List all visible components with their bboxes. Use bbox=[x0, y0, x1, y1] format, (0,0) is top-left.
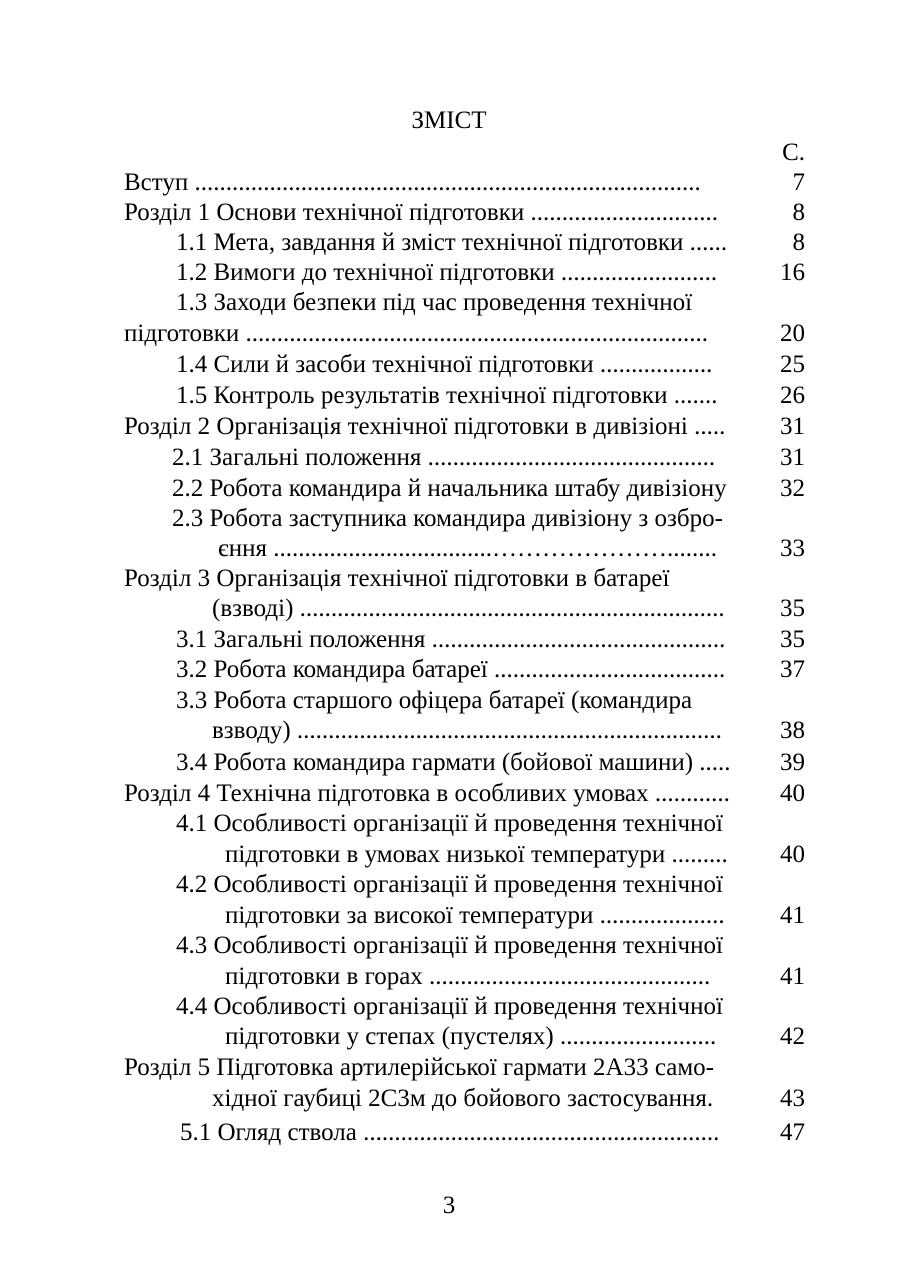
page-number: 3 bbox=[442, 1192, 456, 1219]
toc-entry bbox=[0, 870, 898, 900]
toc-entry bbox=[0, 901, 898, 931]
toc-entry-title: підготовки .......................................................................... bbox=[124, 320, 709, 347]
toc-entry bbox=[0, 168, 898, 198]
toc-entry-page: 8 bbox=[792, 199, 805, 226]
toc-entry-title: 1.5 Контроль результатів технічної підготовки ....... bbox=[176, 382, 718, 409]
toc-entry-page: 16 bbox=[780, 259, 805, 286]
toc-entry-title: Розділ 3 Організація технічної підготовки в батареї bbox=[124, 565, 670, 592]
toc-entry-title: 1.3 Заходи безпеки під час проведення технічної bbox=[176, 289, 693, 316]
page-title: ЗМІСТ bbox=[411, 107, 487, 134]
toc-entry bbox=[0, 809, 898, 839]
toc-entry bbox=[0, 534, 898, 564]
toc-entry bbox=[0, 594, 898, 624]
toc-entry bbox=[0, 840, 898, 870]
toc-entry bbox=[0, 716, 898, 746]
toc-entry-title: 1.4 Сили й засоби технічної підготовки .................. bbox=[176, 351, 713, 378]
toc-entry bbox=[0, 504, 898, 534]
toc-entry-page: 37 bbox=[780, 656, 805, 683]
toc-entry-title: (взводі) .................................................................... bbox=[212, 595, 725, 622]
toc-entry-page: 26 bbox=[780, 382, 805, 409]
toc-entry-page: 33 bbox=[780, 535, 805, 562]
toc-entry-title: 3.2 Робота командира батареї ..................................... bbox=[176, 656, 726, 683]
toc-entry bbox=[0, 198, 898, 228]
toc-entry-title: 3.4 Робота командира гармати (бойової машини) ..... bbox=[176, 749, 731, 776]
toc-entry-title: Розділ 4 Технічна підготовка в особливих умовах ............ bbox=[124, 780, 730, 807]
toc-entry-title: єння ...................................…………………........ bbox=[218, 535, 717, 562]
toc-entry bbox=[0, 350, 898, 380]
toc-entry-title: хідної гаубиці 2С3м до бойового застосування. bbox=[212, 1085, 714, 1112]
toc-entry-title: підготовки в умовах низької температури ......... bbox=[225, 841, 728, 868]
toc-entry-page: 39 bbox=[780, 749, 805, 776]
toc-entry-title: 4.1 Особливості організації й проведення технічної bbox=[176, 810, 723, 837]
toc-entry-page: 35 bbox=[780, 595, 805, 622]
toc-entry-title: Вступ ................................................................................. bbox=[124, 169, 701, 196]
toc-entry bbox=[0, 686, 898, 716]
toc-entry-title: Розділ 1 Основи технічної підготовки .............................. bbox=[124, 199, 718, 226]
toc-entry bbox=[0, 1118, 898, 1148]
toc-entry-page: 38 bbox=[780, 717, 805, 744]
toc-entry-page: 31 bbox=[780, 444, 805, 471]
toc-entry-page: 40 bbox=[780, 841, 805, 868]
toc-entry-title: підготовки в горах ............................................. bbox=[225, 963, 711, 990]
toc-entry-page: 41 bbox=[780, 902, 805, 929]
toc-entry-page: 7 bbox=[792, 169, 805, 196]
toc-entry-title: 2.1 Загальні положення .............................................. bbox=[172, 444, 716, 471]
toc-entry bbox=[0, 931, 898, 961]
toc-entry-page: 47 bbox=[780, 1119, 805, 1146]
toc-entry bbox=[0, 779, 898, 809]
toc-entry bbox=[0, 258, 898, 288]
toc-entry bbox=[0, 1084, 898, 1114]
toc-entry-page: 40 bbox=[780, 780, 805, 807]
toc-entry bbox=[0, 625, 898, 655]
toc-entry bbox=[0, 474, 898, 504]
toc-entry-title: 4.2 Особливості організації й проведення технічної bbox=[176, 871, 723, 898]
toc-entry-page: 43 bbox=[780, 1085, 805, 1112]
toc-entry bbox=[0, 962, 898, 992]
toc-entry-page: 35 bbox=[780, 626, 805, 653]
page-column-label: С. bbox=[782, 139, 805, 166]
toc-entry-title: Розділ 5 Підготовка артилерійської гармати 2А33 само- bbox=[124, 1054, 714, 1081]
toc-entry bbox=[0, 748, 898, 778]
toc-entry-page: 8 bbox=[792, 229, 805, 256]
toc-entry-title: підготовки за високої температури .................... bbox=[225, 902, 725, 929]
toc-entry-title: 5.1 Огляд ствола ......................................................... bbox=[180, 1119, 720, 1146]
toc-entry-title: 3.1 Загальні положення ............................................... bbox=[176, 626, 726, 653]
toc-entry bbox=[0, 319, 898, 349]
toc-entry-title: 2.2 Робота командира й начальника штабу дивізіону bbox=[172, 475, 727, 502]
toc-entry-title: взводу) .................................................................... bbox=[212, 717, 722, 744]
toc-entry bbox=[0, 655, 898, 685]
toc-entry-page: 25 bbox=[780, 351, 805, 378]
toc-entry-title: 1.2 Вимоги до технічної підготовки ......................... bbox=[176, 259, 718, 286]
toc-entry-title: Розділ 2 Організація технічної підготовки в дивізіоні ..... bbox=[124, 413, 726, 440]
toc-entry bbox=[0, 381, 898, 411]
toc-entry-page: 42 bbox=[780, 1023, 805, 1050]
toc-entry bbox=[0, 1022, 898, 1052]
toc-entry-page: 31 bbox=[780, 413, 805, 440]
toc-entry-title: 2.3 Робота заступника командира дивізіону з озбро- bbox=[172, 505, 723, 532]
toc-entry-title: 4.3 Особливості організації й проведення технічної bbox=[176, 932, 723, 959]
toc-entry-page: 32 bbox=[780, 475, 805, 502]
toc-entry bbox=[0, 564, 898, 594]
toc-entry bbox=[0, 1053, 898, 1083]
toc-entry bbox=[0, 288, 898, 318]
toc-entry-title: 1.1 Мета, завдання й зміст технічної підготовки ...... bbox=[176, 229, 728, 256]
toc-entry bbox=[0, 228, 898, 258]
toc-entry-page: 41 bbox=[780, 963, 805, 990]
toc-entry-title: підготовки у степах (пустелях) ......................... bbox=[225, 1023, 717, 1050]
toc-entry-title: 4.4 Особливості організації й проведення технічної bbox=[176, 993, 723, 1020]
toc-entry bbox=[0, 412, 898, 442]
toc-entry-title: 3.3 Робота старшого офіцера батареї (командира bbox=[176, 687, 693, 714]
toc-entry-page: 20 bbox=[780, 320, 805, 347]
toc-entry bbox=[0, 443, 898, 473]
toc-entry bbox=[0, 992, 898, 1022]
